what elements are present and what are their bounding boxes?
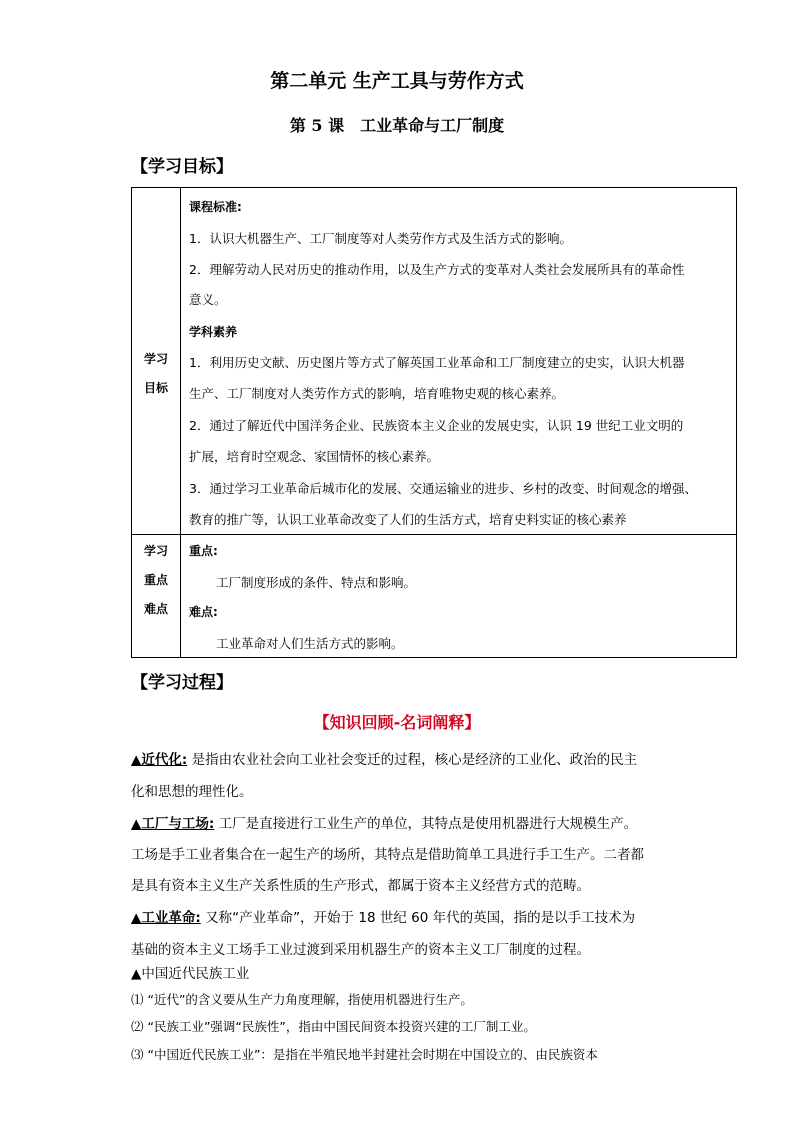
list-item: ⑶ “中国近代民族工业”：是指在半殖民地半封建社会时期在中国设立的、由民族资本: [131, 1047, 598, 1062]
unit-title: 第二单元 生产工具与劳作方式: [270, 70, 524, 92]
paragraph-line: [131, 906, 635, 926]
paragraph-line: ▲中国近代民族工业: [131, 966, 250, 982]
term-label: ▲近代化:: [131, 752, 188, 768]
objective-line: 2．理解劳动人民对历史的推动作用，以及生产方式的变革对人类社会发展所具有的革命性: [189, 262, 685, 277]
row2-label-line: 难点: [143, 602, 168, 616]
list-item: ⑴ “近代”的含义要从生产力角度理解，指使用机器进行生产。: [131, 992, 473, 1007]
term-label: ▲工厂与工场:: [131, 816, 215, 832]
row2-label-line: 重点: [143, 573, 168, 587]
objectives-table: [131, 187, 737, 658]
paragraph-line: 是具有资本主义生产关系性质的生产形式，都属于资本主义经营方式的范畴。: [131, 878, 590, 894]
objective-line: 2．通过了解近代中国洋务企业、民族资本主义企业的发展史实，认识 19 世纪工业文明的: [189, 418, 684, 433]
objectives-cell: [189, 188, 737, 534]
term-text: 工厂是直接进行工业生产的单位，其特点是使用机器进行大规模生产。: [214, 816, 638, 832]
paragraph-line: [131, 748, 637, 768]
objective-line: 教育的推广等，认识工业革命改变了人们的生活方式，培育史料实证的核心素养: [189, 512, 627, 527]
row1-label: [132, 345, 180, 403]
paragraph-line: [131, 812, 637, 832]
objective-line: 课程标准:: [189, 200, 242, 214]
process-heading: 【学习过程】: [131, 673, 233, 693]
objective-line: 意义。: [189, 292, 227, 307]
term-text: 又称“产业革命”，开始于 18 世纪 60 年代的英国，指的是以手工技术为: [200, 910, 636, 926]
objective-line: 学科素养: [189, 325, 238, 339]
paragraph-line: 工场是手工业者集合在一起生产的场所，其特点是借助简单工具进行手工生产。二者都: [131, 847, 644, 863]
objective-line: 生产、工厂制度对人类劳作方式的影响，培育唯物史观的核心素养。: [189, 386, 565, 401]
lesson-title: 第 5 课 工业革命与工厂制度: [289, 116, 505, 135]
objectives-heading: 【学习目标】: [131, 157, 233, 177]
paragraph-line: 基础的资本主义工场手工业过渡到采用机器生产的资本主义工厂制度的过程。: [131, 942, 590, 958]
row2-label: [132, 537, 180, 624]
term-text: 是指由农业社会向工业社会变迁的过程，核心是经济的工业化、政治的民主: [187, 752, 638, 768]
row2-label-line: 学习: [143, 544, 168, 558]
objective-line: 扩展，培育时空观念、家国情怀的核心素养。: [189, 449, 440, 464]
key-point-line: 难点:: [189, 605, 218, 619]
objective-line: 1．认识大机器生产、工厂制度等对人类劳作方式及生活方式的影响。: [189, 231, 572, 246]
knowledge-review-heading: 【知识回顾-名词阐释】: [313, 713, 481, 732]
paragraph-line: 化和思想的理性化。: [131, 784, 253, 800]
key-point-line: 重点:: [189, 544, 218, 558]
row1-label-line: 学习: [143, 352, 168, 366]
objective-line: 3．通过学习工业革命后城市化的发展、交通运输业的进步、乡村的改变、时间观念的增强、: [189, 481, 697, 496]
row1-label-line: 目标: [143, 381, 168, 395]
list-item: ⑵ “民族工业”强调“民族性”，指由中国民间资本投资兴建的工厂制工业。: [131, 1019, 536, 1034]
table-column-divider: [180, 188, 181, 657]
key-point-line: 工业革命对人们生活方式的影响。: [216, 636, 404, 651]
term-label: ▲工业革命:: [131, 910, 201, 926]
objective-line: 1．利用历史文献、历史图片等方式了解英国工业革命和工厂制度建立的史实，认识大机器: [189, 355, 685, 370]
key-point-line: 工厂制度形成的条件、特点和影响。: [216, 575, 417, 590]
key-points-cell: [189, 535, 737, 657]
